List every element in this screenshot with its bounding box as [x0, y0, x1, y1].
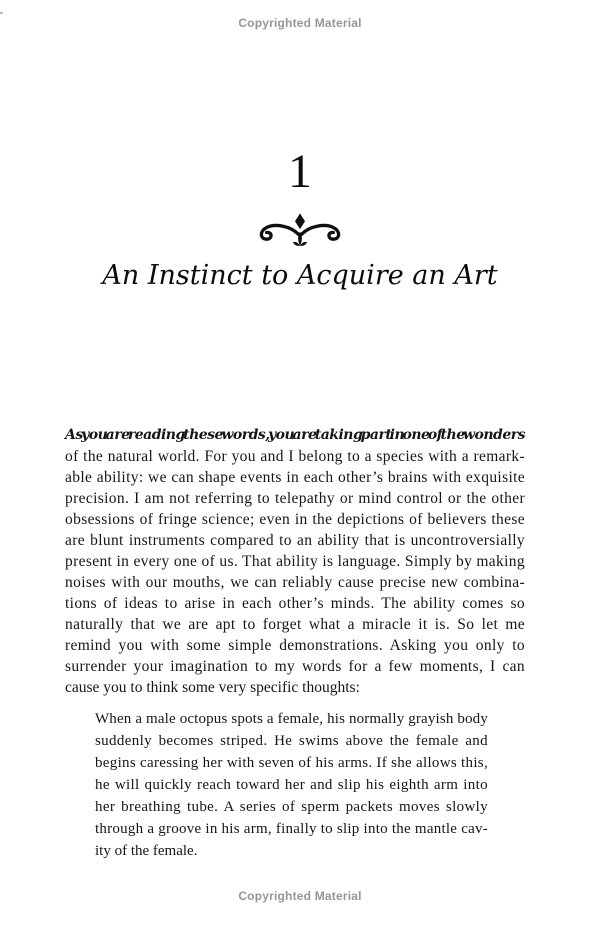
copyright-notice-bottom: Copyrighted Material: [238, 889, 362, 903]
text-line: precision. I am not referring to telepathy or mind control or the other: [65, 490, 525, 507]
text-line: present in every one of us. That ability is language. Simply by making: [65, 553, 525, 570]
text-line: he will quickly reach toward her and slip his eighth arm into: [95, 777, 488, 793]
fleuron-ornament-icon: [250, 212, 350, 253]
copyright-notice-top: Copyrighted Material: [238, 16, 362, 30]
text-line: As you are reading these words, you are taking part in one of the wonders: [65, 427, 525, 443]
chapter-title: An Instinct to Acquire an Art: [102, 260, 498, 291]
text-line: of the natural world. For you and I belong to a species with a remark-: [65, 448, 525, 465]
text-line: are blunt instruments compared to an ability that is uncontroversially: [65, 532, 525, 549]
text-line: surrender your imagination to my words for a few moments, I can: [65, 658, 525, 675]
text-line: When a male octopus spots a female, his normally grayish body: [95, 711, 488, 727]
text-line: begins caressing her with seven of his arms. If she allows this,: [95, 755, 488, 771]
octopus-extract-quote: [95, 708, 488, 862]
text-line: suddenly becomes striped. He swims above the female and: [95, 733, 488, 749]
chapter-number: 1: [288, 145, 312, 198]
scan-artifact-mark: [0, 12, 3, 14]
text-line: able ability: we can shape events in each other’s brains with exquisite: [65, 469, 525, 486]
text-line: tions of ideas to arise in each other’s minds. The ability comes so: [65, 595, 525, 612]
text-line: noises with our mouths, we can reliably cause precise new combina-: [65, 574, 525, 591]
text-line: naturally that we are apt to forget what a miracle it is. So let me: [65, 616, 525, 633]
text-line: remind you with some simple demonstrations. Asking you only to: [65, 637, 525, 654]
opening-paragraph: [65, 425, 525, 698]
text-line: ity of the female.: [95, 843, 198, 859]
text-line: through a groove in his arm, finally to slip into the mantle cav-: [95, 821, 488, 837]
text-line: her breathing tube. A series of sperm packets moves slowly: [95, 799, 488, 815]
text-line: obsessions of fringe science; even in the depictions of believers these: [65, 511, 525, 528]
text-line: cause you to think some very specific thoughts:: [65, 679, 360, 696]
